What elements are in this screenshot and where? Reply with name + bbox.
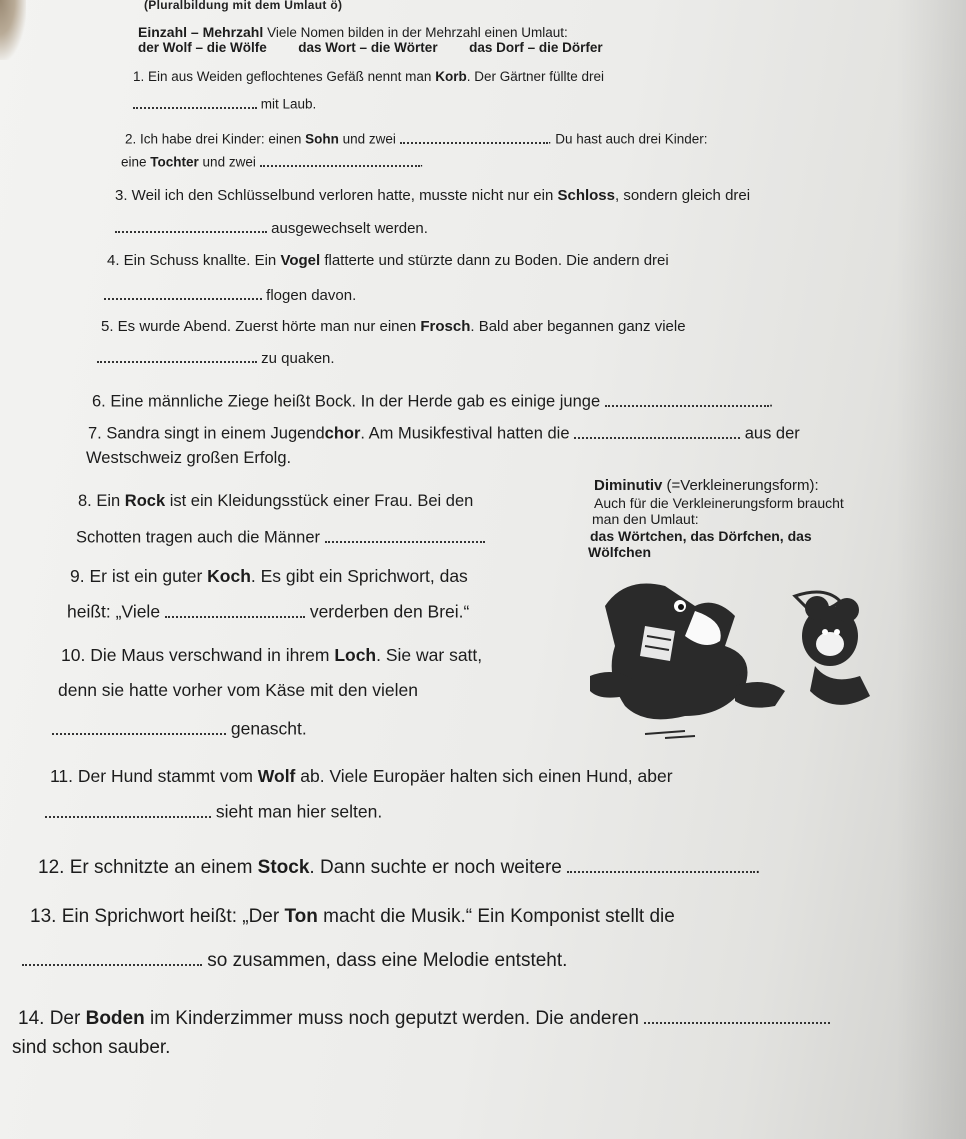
- answer-blank[interactable]: [22, 945, 202, 966]
- text: . Bald aber begannen ganz viele: [470, 318, 686, 335]
- exercise-14-line-1: [18, 1003, 830, 1030]
- example-1: der Wolf – die Wölfe: [138, 40, 267, 55]
- text: und zwei: [338, 131, 396, 147]
- exercise-7-line-2: [86, 449, 291, 468]
- diminutive-title: [594, 477, 819, 494]
- intro-examples: [138, 40, 603, 55]
- keyword: chor: [324, 424, 361, 443]
- answer-blank[interactable]: [567, 852, 755, 873]
- answer-blank[interactable]: [97, 346, 257, 363]
- exercise-11-line-2: [45, 798, 382, 823]
- answer-blank[interactable]: [115, 216, 267, 233]
- keyword: Frosch: [420, 318, 471, 335]
- exercise-6: [92, 388, 773, 412]
- text: . Am Musikfestival hatten die: [360, 424, 570, 443]
- text: . Es gibt ein Sprichwort, das: [250, 566, 468, 586]
- exercise-3-line-1: [115, 187, 750, 204]
- keyword: Koch: [207, 566, 251, 586]
- keyword: Stock: [257, 857, 310, 878]
- text: eine: [121, 154, 151, 170]
- keyword: Schloss: [557, 187, 615, 204]
- exercise-5-line-2: [97, 346, 335, 367]
- text: genascht.: [230, 718, 307, 739]
- text: 9. Er ist ein guter: [70, 566, 208, 586]
- worksheet-header: (Pluralbildung mit dem Umlaut ö): [144, 0, 343, 12]
- exercise-8-line-2: [76, 524, 485, 548]
- answer-blank[interactable]: [104, 283, 262, 300]
- keyword: Ton: [284, 906, 318, 927]
- example-3: das Dorf – die Dörfer: [469, 40, 603, 55]
- keyword: Loch: [334, 645, 377, 665]
- text: .: [768, 392, 774, 411]
- exercise-10-line-3: [52, 715, 307, 740]
- text: flatterte und stürzte dann zu Boden. Die andern drei: [320, 252, 669, 269]
- exercise-13-line-2: [22, 945, 567, 972]
- diminutive-keyword: Diminutiv: [594, 477, 663, 494]
- text: verderben den Brei.“: [309, 601, 470, 622]
- exercise-14-line-2: sind schon sauber.: [12, 1037, 171, 1058]
- text: heißt: „Viele: [67, 601, 161, 622]
- intro-title: Einzahl – Mehrzahl: [138, 24, 264, 40]
- text: . Du hast auch drei Kinder:: [547, 131, 708, 147]
- text: macht die Musik.“ Ein Komponist stellt die: [317, 906, 675, 927]
- text: ausgewechselt werden.: [271, 220, 428, 237]
- answer-blank[interactable]: [574, 420, 740, 439]
- keyword: Boden: [85, 1008, 145, 1029]
- text: . Dann suchte er noch weitere: [309, 857, 562, 878]
- text: 14. Der: [18, 1008, 86, 1029]
- intro-text: Viele Nomen bilden in der Mehrzahl einen Umlaut:: [267, 25, 568, 40]
- exercise-12: [38, 852, 760, 879]
- text: 10. Die Maus verschwand in ihrem: [61, 645, 335, 665]
- answer-blank[interactable]: [325, 524, 485, 543]
- exercise-9-line-1: [70, 566, 468, 587]
- text: Westschweiz großen Erfolg.: [86, 449, 292, 467]
- keyword: Vogel: [280, 252, 321, 269]
- text: .: [755, 857, 761, 878]
- text: 8. Ein: [78, 492, 125, 510]
- text: 13. Ein Sprichwort heißt: „Der: [30, 906, 285, 927]
- exercise-10-line-1: [61, 645, 482, 666]
- exercise-9-line-2: [67, 598, 469, 623]
- text: 12. Er schnitzte an einem: [38, 857, 258, 878]
- exercise-4-line-2: [104, 283, 356, 304]
- text: ist ein Kleidungsstück einer Frau. Bei den: [165, 492, 474, 510]
- text: 1. Ein aus Weiden geflochtenes Gefäß nennt man: [133, 69, 436, 84]
- text: 4. Ein Schuss knallte. Ein: [107, 252, 281, 269]
- text: , sondern gleich drei: [615, 187, 751, 204]
- text: .: [419, 154, 424, 170]
- diminutive-line-4: das Wörtchen, das Dörfchen, das: [590, 528, 812, 544]
- diminutive-line-2: Auch für die Verkleinerungsform braucht: [594, 495, 844, 511]
- exercise-1-line-2: [133, 93, 316, 112]
- exercise-10-line-2: denn sie hatte vorher vom Käse mit den vielen: [58, 680, 418, 700]
- answer-blank[interactable]: [52, 715, 226, 735]
- page-right-shadow: [896, 0, 966, 1139]
- text: sieht man hier selten.: [215, 801, 383, 822]
- example-2: das Wort – die Wörter: [298, 40, 438, 55]
- keyword: Sohn: [305, 131, 339, 147]
- text: mit Laub.: [260, 96, 317, 112]
- text: aus der: [744, 424, 800, 443]
- exercise-7-line-1: [88, 420, 800, 444]
- text: zu quaken.: [261, 350, 335, 367]
- keyword: Wolf: [257, 766, 296, 786]
- answer-blank[interactable]: [133, 93, 257, 109]
- keyword: Tochter: [150, 154, 199, 170]
- text: 2. Ich habe drei Kinder: einen: [125, 131, 306, 147]
- text: . Sie war satt,: [376, 645, 483, 665]
- text: Schotten tragen auch die Männer: [76, 528, 320, 547]
- text: 11. Der Hund stammt vom: [50, 766, 258, 786]
- answer-blank[interactable]: [45, 798, 211, 818]
- answer-blank[interactable]: [165, 598, 305, 618]
- exercise-11-line-1: [50, 766, 673, 787]
- diminutive-line-5: Wölfchen: [588, 544, 651, 560]
- text: und zwei: [198, 154, 256, 170]
- answer-blank[interactable]: [400, 128, 548, 144]
- exercise-2-line-2: [121, 151, 423, 170]
- text: im Kinderzimmer muss noch geputzt werden. Die anderen: [144, 1008, 639, 1029]
- exercise-4-line-1: [107, 252, 669, 269]
- exercise-8-line-1: [78, 492, 473, 511]
- exercise-5-line-1: [101, 318, 686, 335]
- exercise-13-line-1: [30, 906, 675, 928]
- text: . Der Gärtner füllte drei: [466, 69, 605, 84]
- diminutive-line-3: man den Umlaut:: [592, 511, 699, 527]
- text: 6. Eine männliche Ziege heißt Bock. In der Herde gab es einige junge: [92, 392, 601, 411]
- wolf-and-mouse-cartoon-illustration: [585, 566, 885, 746]
- exercise-1-line-1: [133, 69, 604, 84]
- text: flogen davon.: [266, 287, 357, 304]
- text: ab. Viele Europäer halten sich einen Hund, aber: [295, 766, 673, 786]
- text: 3. Weil ich den Schlüsselbund verloren hatte, musste nicht nur ein: [115, 187, 558, 204]
- answer-blank[interactable]: [260, 151, 420, 167]
- text: 5. Es wurde Abend. Zuerst hörte man nur einen: [101, 318, 421, 335]
- keyword: Rock: [124, 492, 166, 510]
- intro-line: [138, 24, 568, 40]
- page-corner-shadow: [0, 0, 26, 60]
- text: 7. Sandra singt in einem Jugend: [88, 424, 325, 443]
- exercise-3-line-2: [115, 216, 428, 237]
- answer-blank[interactable]: [605, 388, 769, 407]
- exercise-2-line-1: [125, 128, 708, 147]
- text: so zusammen, dass eine Melodie entsteht.: [207, 950, 568, 971]
- keyword: Korb: [435, 69, 467, 84]
- diminutive-paren: (=Verkleinerungsform):: [662, 477, 819, 494]
- answer-blank[interactable]: [644, 1003, 830, 1024]
